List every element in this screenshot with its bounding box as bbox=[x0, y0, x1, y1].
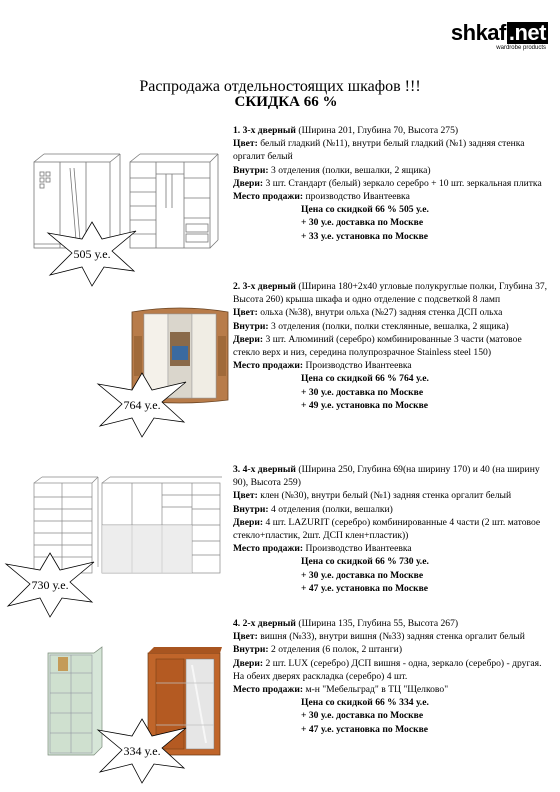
price-badge-3-label: 730 у.е. bbox=[31, 577, 69, 592]
price-badge-1 bbox=[46, 221, 138, 287]
product-4 bbox=[233, 617, 548, 736]
product-4-heading: 4. 2-х дверный (Ширина 135, Глубина 55, Высота 267) bbox=[233, 618, 459, 629]
price-badge-2-label: 764 у.е. bbox=[123, 397, 161, 412]
product-2-color: Цвет: ольха (№38), внутри ольха (№27) задняя стенка ДСП ольха bbox=[233, 307, 503, 319]
product-2-heading: 2. 3-х дверный (Ширина 180+2х40 угловые полукруглые полки, Глубина 37, Высота 260) крыша шкафа и одно отделение с подсветкой 8 ламп bbox=[233, 281, 548, 306]
product-2-doors: Двери: 3 шт. Алюминий (серебро) комбинированные 3 части (матовое стекло верх и низ, середина полупрозрачное Stainless steel 150) bbox=[233, 333, 522, 359]
logo-tagline: wardrobe products bbox=[496, 45, 546, 51]
product-4-delivery: + 30 у.е. доставка по Москве bbox=[301, 710, 424, 722]
product-1-install: + 33 у.е. установка по Москве bbox=[301, 230, 429, 242]
page-subtitle: СКИДКА 66 % bbox=[234, 94, 338, 110]
price-badge-1-label: 505 у.е. bbox=[73, 246, 111, 261]
product-2-place: Место продажи: Производство Ивантеевка bbox=[233, 360, 412, 372]
product-4-place: Место продажи: м-н "Мебельград" в ТЦ "Щелково" bbox=[233, 684, 449, 696]
product-4-color: Цвет: вишня (№33), внутри вишня (№33) задняя стенка оргалит белый bbox=[233, 631, 525, 643]
product-3-color: Цвет: клен (№30), внутри белый (№1) задняя стенка оргалит белый bbox=[233, 490, 512, 502]
page-title: Распродажа отдельностоящих шкафов !!! bbox=[139, 78, 421, 95]
product-1-price: Цена со скидкой 66 % 505 у.е. bbox=[301, 204, 429, 216]
product-2 bbox=[233, 280, 548, 412]
product-4-doors: Двери: 2 шт. LUX (серебро) ДСП вишня - одна, зеркало (серебро) - другая. На обеих дверях раскладка (серебро) 4 шт. bbox=[233, 657, 542, 682]
product-1-heading: 1. 3-х дверный (Ширина 201, Глубина 70, Высота 275) bbox=[233, 125, 459, 136]
product-4-install: + 47 у.е. установка по Москве bbox=[301, 723, 429, 735]
product-2-inside: Внутри: 3 отделения (полки, полки стеклянные, вешалка, 2 ящика) bbox=[233, 320, 509, 332]
logo-suffix: .net bbox=[508, 20, 546, 45]
product-4-price: Цена со скидкой 66 % 334 у.е. bbox=[301, 697, 429, 709]
product-3-inside: Внутри: 4 отделения (полки, вешалки) bbox=[233, 503, 393, 515]
product-1-inside: Внутри: 3 отделения (полки, вешалки, 2 ящика) bbox=[233, 164, 431, 176]
product-2-install: + 49 у.е. установка по Москве bbox=[301, 399, 429, 411]
product-1 bbox=[233, 124, 548, 243]
product-2-price: Цена со скидкой 66 % 764 у.е. bbox=[301, 373, 429, 385]
logo-wordmark: shkaf .net bbox=[450, 20, 546, 45]
price-badge-2 bbox=[96, 372, 188, 438]
product-3-heading: 3. 4-х дверный (Ширина 250, Глубина 69(на ширину 170) и 40 (на ширину 90), Высота 259) bbox=[233, 464, 540, 489]
product-3-install: + 47 у.е. установка по Москве bbox=[301, 582, 429, 594]
product-3-place: Место продажи: Производство Ивантеевка bbox=[233, 543, 412, 555]
product-3 bbox=[233, 463, 548, 595]
brand-logo bbox=[451, 22, 548, 52]
product-1-color: Цвет: белый гладкий (№11), внутри белый гладкий (№1) задняя стенка оргалит белый bbox=[233, 138, 525, 163]
product-3-doors: Двери: 4 шт. LAZURIT (серебро) комбинированные 4 части (2 шт. матовое стекло+пластик, 2шт. ДСП клен+пластик)) bbox=[233, 516, 541, 542]
price-badge-3 bbox=[4, 552, 96, 618]
product-4-inside: Внутри: 2 отделения (6 полок, 2 штанги) bbox=[233, 644, 403, 656]
product-3-price: Цена со скидкой 66 % 730 у.е. bbox=[301, 556, 429, 568]
product-3-delivery: + 30 у.е. доставка по Москве bbox=[301, 569, 424, 581]
product-2-delivery: + 30 у.е. доставка по Москве bbox=[301, 386, 424, 398]
product-1-doors: Двери: 3 шт. Стандарт (белый) зеркало серебро + 10 шт. зеркальная плитка bbox=[233, 177, 542, 189]
price-badge-4 bbox=[96, 718, 188, 784]
price-badge-4-label: 334 у.е. bbox=[123, 743, 161, 758]
product-1-delivery: + 30 у.е. доставка по Москве bbox=[301, 217, 424, 229]
product-1-place: Место продажи: производство Ивантеевка bbox=[233, 191, 410, 203]
